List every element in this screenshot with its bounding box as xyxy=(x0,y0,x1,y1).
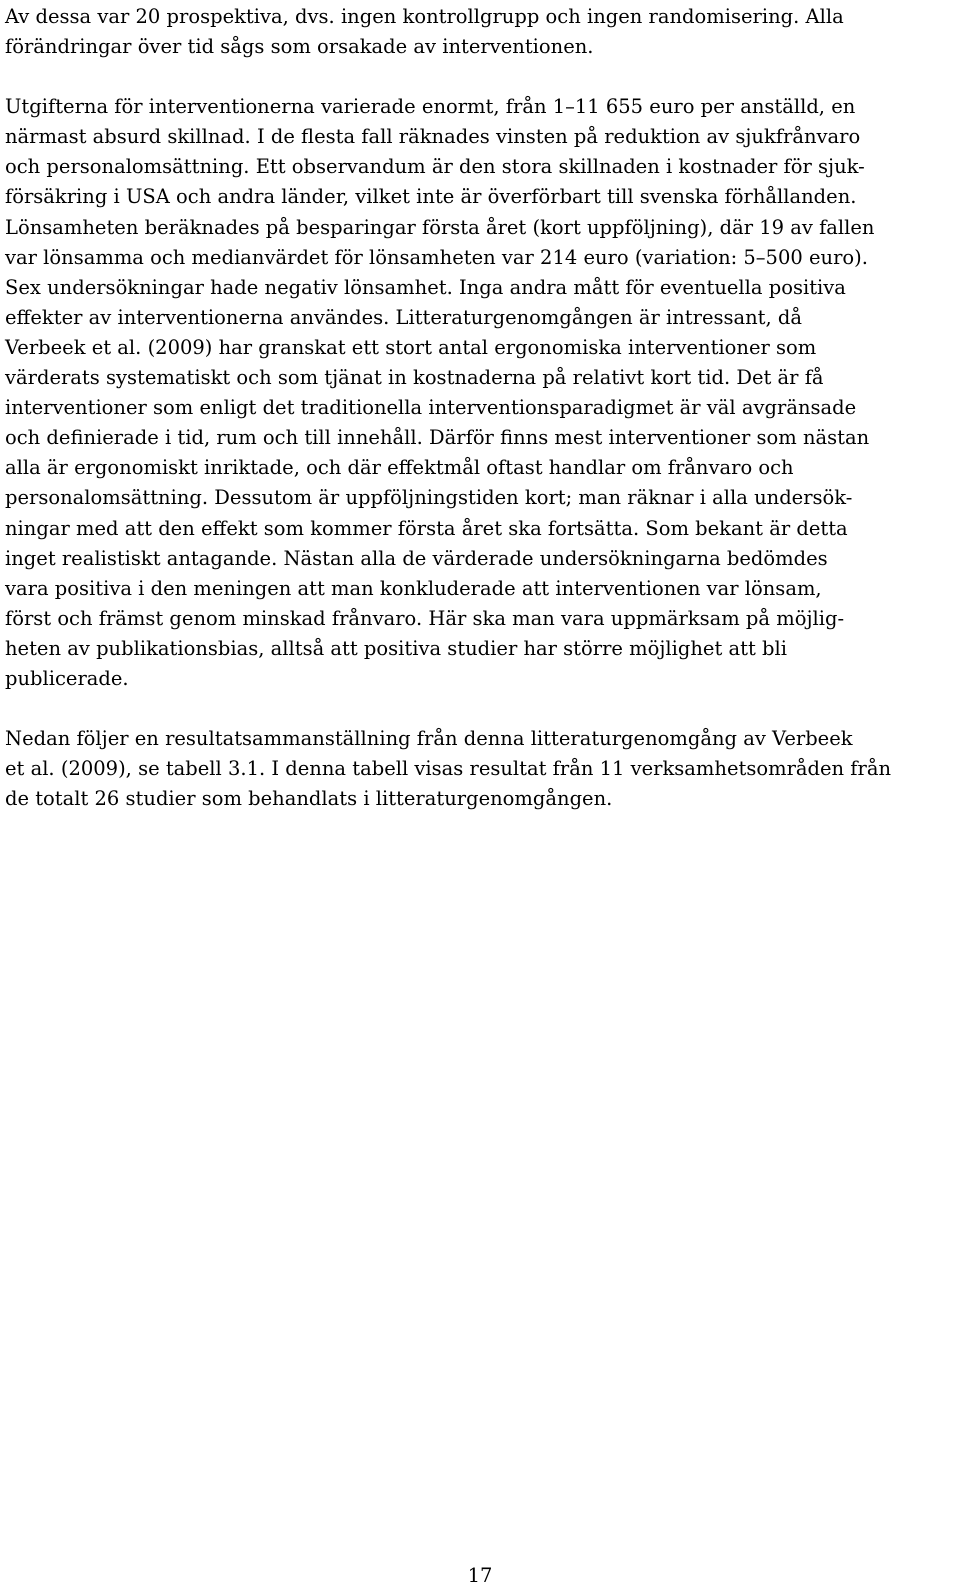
text-line: effekter av interventionerna användes. Litteraturgenomgången är intressant, då xyxy=(5,305,803,329)
text-line: förändringar över tid sågs som orsakade av interventionen. xyxy=(5,35,594,59)
text-line: et al. (2009), se tabell 3.1. I denna tabell visas resultat från 11 verksamhetsområden från xyxy=(5,757,892,781)
text-line: Utgifterna för interventionerna varierade enormt, från 1–11 655 euro per anställd, en xyxy=(5,95,856,119)
text-line: och personalomsättning. Ett observandum är den stora skillnaden i kostnader för sjuk- xyxy=(5,155,865,179)
text-line: Av dessa var 20 prospektiva, dvs. ingen kontrollgrupp och ingen randomisering. Alla xyxy=(5,5,844,28)
text-line: först och främst genom minskad frånvaro. Här ska man vara uppmärksam på möjlig- xyxy=(5,606,845,630)
text-line: publicerade. xyxy=(5,666,129,690)
text-line: de totalt 26 studier som behandlats i litteraturgenomgången. xyxy=(5,787,613,811)
paragraph-costs-and-profitability xyxy=(5,92,950,694)
document-page xyxy=(5,0,950,814)
text-line: interventioner som enligt det traditionella interventionsparadigmet är väl avgränsade xyxy=(5,396,857,420)
text-line: och definierade i tid, rum och till innehåll. Därför finns mest interventioner som nästan xyxy=(5,426,870,450)
text-line: heten av publikationsbias, alltså att positiva studier har större möjlighet att bli xyxy=(5,636,787,660)
text-line: Sex undersökningar hade negativ lönsamhet. Inga andra mått för eventuella positiva xyxy=(5,275,846,299)
text-line: närmast absurd skillnad. I de flesta fall räknades vinsten på reduktion av sjukfrånvaro xyxy=(5,125,861,149)
text-line: inget realistiskt antagande. Nästan alla de värderade undersökningarna bedömdes xyxy=(5,546,828,570)
text-line: försäkring i USA och andra länder, vilket inte är överförbart till svenska förhållanden. xyxy=(5,185,857,209)
page-number: 17 xyxy=(467,1564,493,1587)
paragraph-study-design xyxy=(5,0,950,62)
text-line: Nedan följer en resultatsammanställning från denna litteraturgenomgång av Verbeek xyxy=(5,727,853,751)
text-line: Lönsamheten beräknades på besparingar första året (kort uppföljning), där 19 av fallen xyxy=(5,215,875,239)
text-line: Verbeek et al. (2009) har granskat ett stort antal ergonomiska interventioner som xyxy=(5,335,817,359)
text-line: värderats systematiskt och som tjänat in kostnaderna på relativt kort tid. Det är få xyxy=(5,366,824,390)
text-line: personalomsättning. Dessutom är uppföljningstiden kort; man räknar i alla undersök- xyxy=(5,486,853,510)
text-line: alla är ergonomiskt inriktade, och där effektmål oftast handlar om frånvaro och xyxy=(5,456,794,480)
paragraph-results-summary-intro xyxy=(5,724,950,814)
text-line: var lönsamma och medianvärdet för lönsamheten var 214 euro (variation: 5–500 euro). xyxy=(5,245,868,269)
text-line: vara positiva i den meningen att man konkluderade att interventionen var lönsam, xyxy=(5,576,822,600)
text-line: ningar med att den effekt som kommer första året ska fortsätta. Som bekant är detta xyxy=(5,516,848,540)
